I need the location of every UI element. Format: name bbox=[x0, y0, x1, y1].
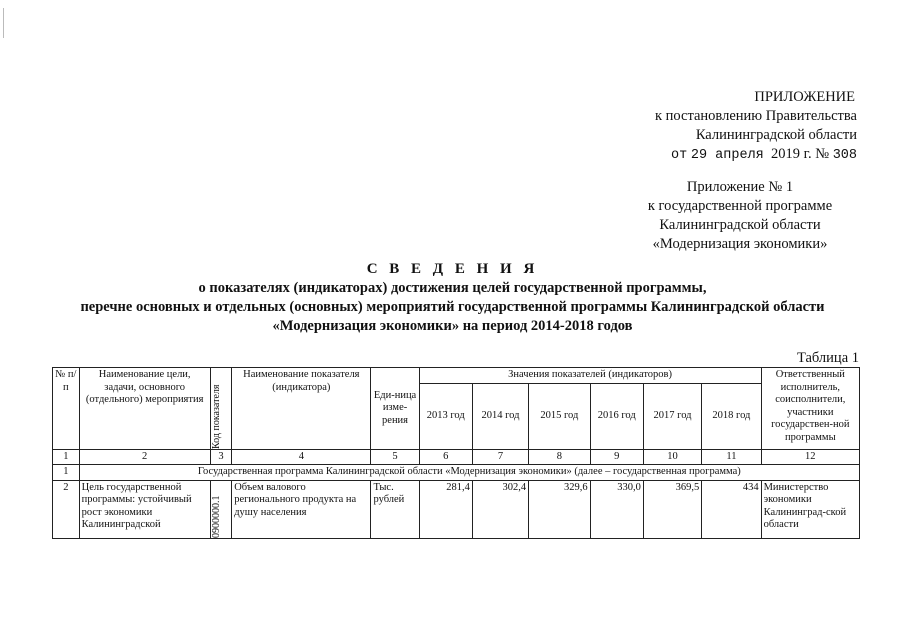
appendix2-line3: Калининградской области bbox=[659, 217, 821, 233]
appendix-line2: к постановлению Правительства bbox=[655, 108, 857, 124]
section-title: Государственная программа Калининградской области «Модернизация экономики» (далее – государственная программа) bbox=[79, 465, 859, 481]
section-row bbox=[53, 465, 860, 481]
value-2013: 281,4 bbox=[419, 480, 472, 538]
header-unit: Еди-ница изме-рения bbox=[371, 368, 419, 450]
value-2018: 434 bbox=[702, 480, 761, 538]
decree-number: 308 bbox=[832, 148, 857, 163]
value-2015: 329,6 bbox=[529, 480, 590, 538]
header-code-cell bbox=[210, 368, 232, 450]
colnum: 12 bbox=[761, 449, 859, 465]
value-2014: 302,4 bbox=[472, 480, 528, 538]
appendix2-header bbox=[625, 178, 855, 254]
scan-edge bbox=[3, 8, 4, 38]
row-code: 0900000.1 bbox=[210, 495, 222, 538]
date-year: 2019 г. № bbox=[771, 146, 830, 162]
colnum: 10 bbox=[643, 449, 701, 465]
colnum: 4 bbox=[232, 449, 371, 465]
header-goal: Наименование цели, задачи, основного (отдельного) мероприятия bbox=[79, 368, 210, 450]
heading-line1: о показателях (индикаторах) достижения целей государственной программы, bbox=[198, 280, 707, 296]
header-values: Значения показателей (индикаторов) bbox=[419, 368, 761, 384]
header-code: Код показателя bbox=[210, 384, 222, 449]
colnum: 5 bbox=[371, 449, 419, 465]
heading-line2: перечне основных и отдельных (основных) мероприятий государственной программы Калининградской области bbox=[80, 299, 825, 315]
heading-title: С В Е Д Е Н И Я bbox=[366, 261, 539, 277]
appendix-header bbox=[655, 88, 857, 165]
document-heading bbox=[0, 260, 905, 336]
year-2015: 2015 год bbox=[529, 383, 590, 449]
colnum: 9 bbox=[590, 449, 643, 465]
row-unit: Тыс. рублей bbox=[371, 480, 419, 538]
colnum: 6 bbox=[419, 449, 472, 465]
date-day: 29 апреля bbox=[690, 148, 764, 163]
header-responsible: Ответственный исполнитель, соисполнители, участники государствен-ной программы bbox=[761, 368, 859, 450]
appendix-date bbox=[655, 145, 857, 165]
year-2014: 2014 год bbox=[472, 383, 528, 449]
appendix2-line1: Приложение № 1 bbox=[686, 179, 794, 195]
year-2018: 2018 год bbox=[702, 383, 761, 449]
year-2016: 2016 год bbox=[590, 383, 643, 449]
section-num: 1 bbox=[53, 465, 80, 481]
row-indicator: Объем валового регионального продукта на душу населения bbox=[232, 480, 371, 538]
year-2017: 2017 год bbox=[643, 383, 701, 449]
header-indicator: Наименование показателя (индикатора) bbox=[232, 368, 371, 450]
table-label: Таблица 1 bbox=[796, 350, 859, 366]
row-num: 2 bbox=[53, 480, 80, 538]
date-prefix: от bbox=[671, 148, 688, 163]
colnum: 11 bbox=[702, 449, 761, 465]
appendix-title: ПРИЛОЖЕНИЕ bbox=[754, 89, 855, 105]
colnum: 1 bbox=[53, 449, 80, 465]
table-row bbox=[53, 480, 860, 538]
colnum: 7 bbox=[472, 449, 528, 465]
row-goal: Цель государственной программы: устойчивый рост экономики Калининградской bbox=[79, 480, 210, 538]
value-2016: 330,0 bbox=[590, 480, 643, 538]
header-row bbox=[53, 368, 860, 384]
heading-line3: «Модернизация экономики» на период 2014-2018 годов bbox=[272, 318, 633, 334]
appendix-line3: Калининградской области bbox=[695, 127, 857, 143]
row-code-cell bbox=[210, 480, 232, 538]
row-responsible: Министерство экономики Калининград-ской области bbox=[761, 480, 859, 538]
colnum-row bbox=[53, 449, 860, 465]
appendix2-line2: к государственной программе bbox=[647, 198, 833, 214]
indicators-table bbox=[52, 367, 860, 539]
colnum: 2 bbox=[79, 449, 210, 465]
colnum: 8 bbox=[529, 449, 590, 465]
value-2017: 369,5 bbox=[643, 480, 701, 538]
appendix2-line4: «Модернизация экономики» bbox=[652, 236, 828, 252]
header-num: № п/п bbox=[53, 368, 80, 450]
year-2013: 2013 год bbox=[419, 383, 472, 449]
colnum: 3 bbox=[210, 449, 232, 465]
